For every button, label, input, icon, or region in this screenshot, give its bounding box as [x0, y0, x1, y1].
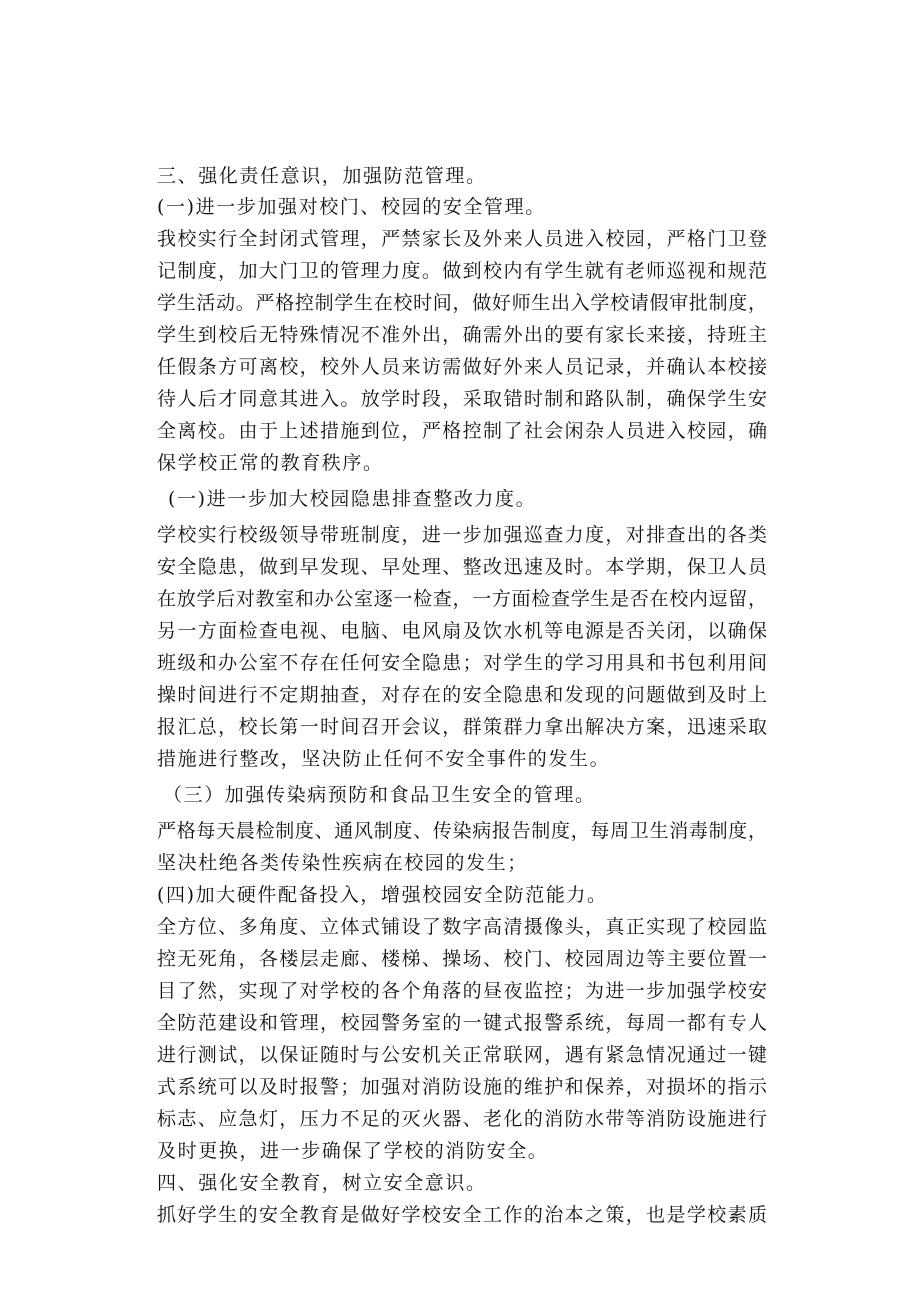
paragraph-line: 安全隐患，做到早发现、早处理、整改迅速及时。本学期，保卫人员	[157, 556, 767, 578]
paragraph-line: 学生到校后无特殊情况不准外出，确需外出的要有家长来接，持班主	[157, 324, 767, 346]
paragraph-line: 另一方面检查电视、电脑、电风扇及饮水机等电源是否关闭，以确保	[157, 620, 767, 642]
paragraph-line: 全方位、多角度、立体式铺设了数字高清摄像头，真正实现了校园监	[157, 916, 767, 938]
paragraph-line: 任假条方可离校，校外人员来访需做好外来人员记录，并确认本校接	[157, 356, 767, 378]
paragraph-line: 控无死角，各楼层走廊、楼梯、操场、校门、校园周边等主要位置一	[157, 948, 767, 970]
paragraph-line: 严格每天晨检制度、通风制度、传染病报告制度，每周卫生消毒制度，	[157, 820, 767, 842]
paragraph-line: 学生活动。严格控制学生在校时间，做好师生出入学校请假审批制度，	[157, 292, 767, 314]
paragraph-line: 式系统可以及时报警；加强对消防设施的维护和保养，对损坏的指示	[157, 1076, 767, 1098]
subsection-heading-3: （三）加强传染病预防和食品卫生安全的管理。	[163, 784, 596, 806]
paragraph-line: 全离校。由于上述措施到位，严格控制了社会闲杂人员进入校园，确	[157, 420, 767, 442]
paragraph-line: 操时间进行不定期抽查，对存在的安全隐患和发现的问题做到及时上	[157, 684, 767, 706]
paragraph-line: 进行测试，以保证随时与公安机关正常联网，遇有紧急情况通过一键	[157, 1044, 767, 1066]
paragraph-line: 在放学后对教室和办公室逐一检查，一方面检查学生是否在校内逗留，	[157, 588, 767, 610]
paragraph-line: 保学校正常的教育秩序。	[157, 452, 384, 474]
section-heading-4: 四、强化安全教育，树立安全意识。	[157, 1172, 487, 1194]
subsection-heading-1: (一)进一步加强对校门、校园的安全管理。	[157, 196, 546, 218]
paragraph-line: 报汇总，校长第一时间召开会议，群策群力拿出解决方案，迅速采取	[157, 716, 767, 738]
subsection-heading-2: (一)进一步加大校园隐患排查整改力度。	[168, 488, 537, 510]
paragraph-line: 标志、应急灯，压力不足的灭火器、老化的消防水带等消防设施进行	[157, 1108, 767, 1130]
subsection-heading-4: (四)加大硬件配备投入，增强校园安全防范能力。	[157, 884, 608, 906]
paragraph-line: 措施进行整改，坚决防止任何不安全事件的发生。	[157, 748, 611, 770]
paragraph-line: 记制度，加大门卫的管理力度。做到校内有学生就有老师巡视和规范	[157, 260, 767, 282]
paragraph-line: 抓好学生的安全教育是做好学校安全工作的治本之策，也是学校素质	[157, 1204, 767, 1226]
paragraph-line: 目了然，实现了对学校的各个角落的昼夜监控；为进一步加强学校安	[157, 980, 767, 1002]
paragraph-line: 全防范建设和管理，校园警务室的一键式报警系统，每周一都有专人	[157, 1012, 767, 1034]
paragraph-line: 及时更换，进一步确保了学校的消防安全。	[157, 1140, 549, 1162]
paragraph-line: 待人后才同意其进入。放学时段，采取错时制和路队制，确保学生安	[157, 388, 767, 410]
paragraph-line: 坚决杜绝各类传染性疾病在校园的发生；	[157, 852, 528, 874]
section-heading-3: 三、强化责任意识，加强防范管理。	[157, 165, 487, 187]
paragraph-line: 学校实行校级领导带班制度，进一步加强巡查力度，对排查出的各类	[157, 524, 767, 546]
paragraph-line: 班级和办公室不存在任何安全隐患；对学生的学习用具和书包利用间	[157, 652, 767, 674]
paragraph-line: 我校实行全封闭式管理，严禁家长及外来人员进入校园，严格门卫登	[157, 228, 767, 250]
